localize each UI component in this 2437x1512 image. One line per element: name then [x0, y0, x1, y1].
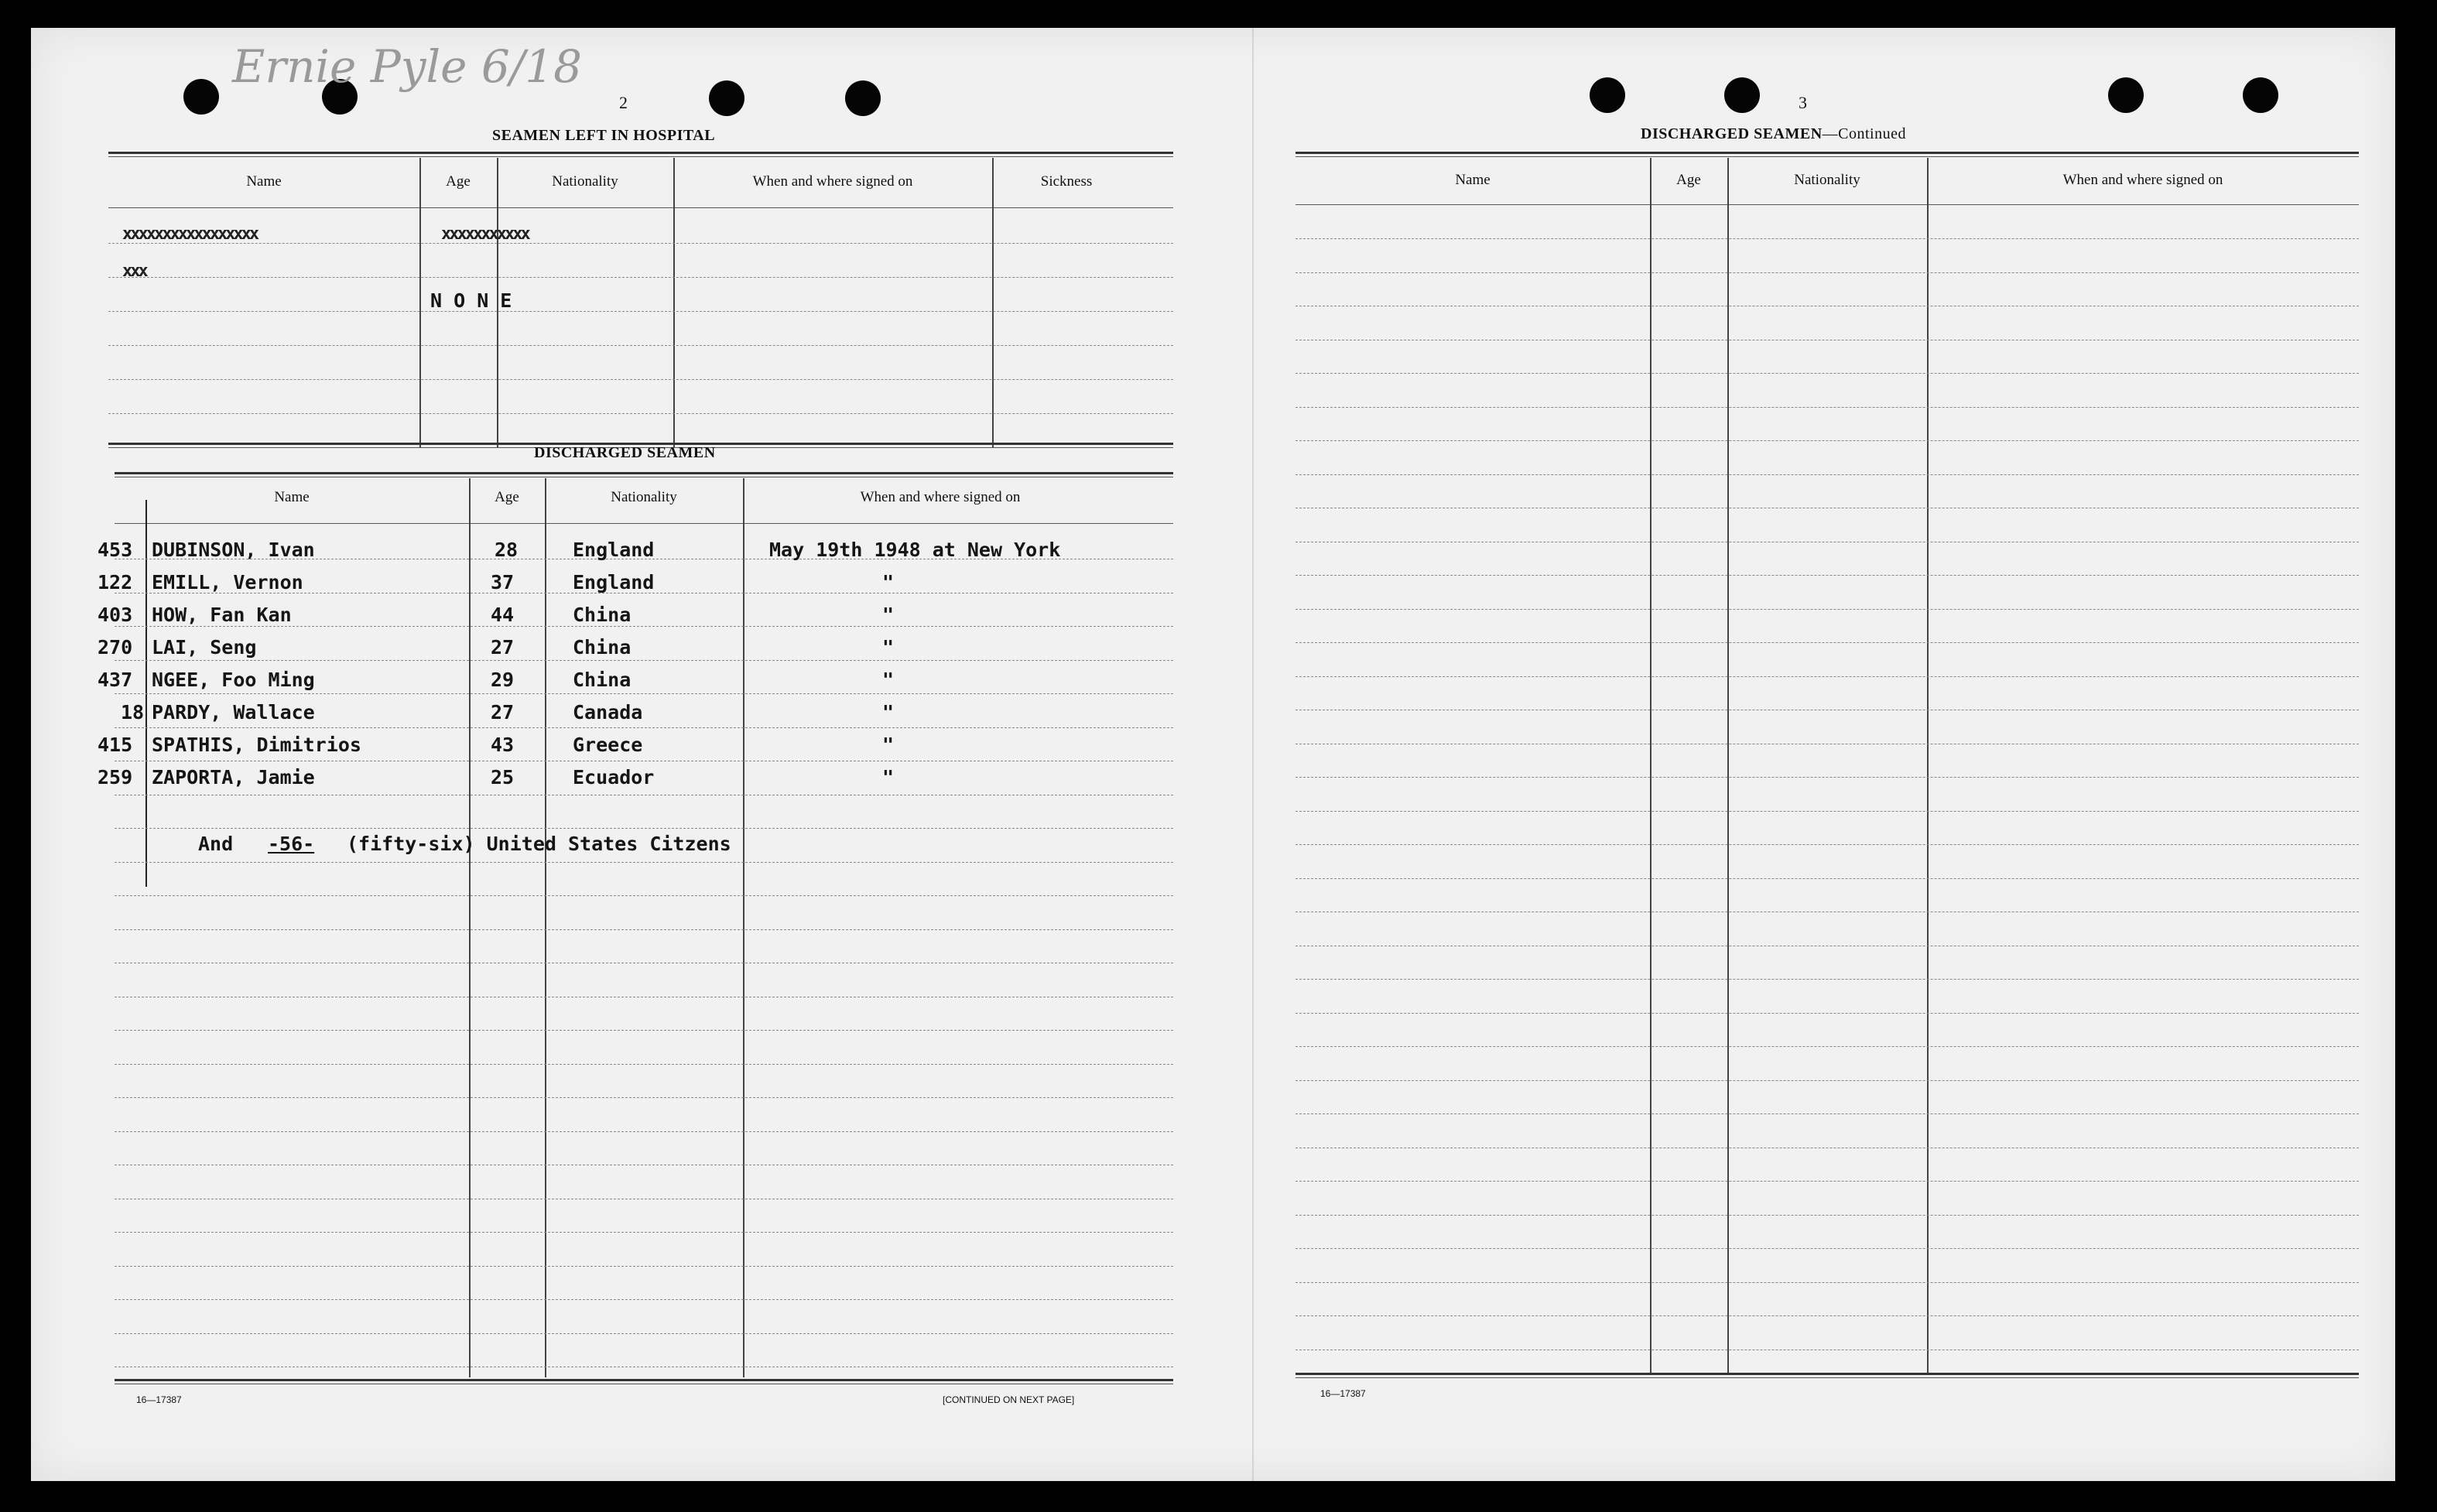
right-title-main: DISCHARGED SEAMEN: [1641, 125, 1823, 142]
hospital-col-age: Age: [446, 173, 471, 190]
discharged-col-signed: When and where signed on: [860, 489, 1021, 505]
punch-hole: [2108, 77, 2144, 113]
row-nationality: England: [573, 571, 655, 594]
discharged-divider: [743, 478, 744, 1377]
ruled-line: [1296, 1113, 2359, 1114]
punch-hole: [1590, 77, 1625, 113]
ruled-line: [1296, 440, 2359, 441]
ruled-line: [1296, 474, 2359, 475]
summary-count: -56-: [268, 833, 315, 855]
row-number: 270: [98, 636, 133, 659]
ruled-line: [1296, 979, 2359, 980]
hospital-col-name: Name: [246, 173, 282, 190]
ruled-line: [108, 311, 1173, 312]
row-signed: May 19th 1948 at New York: [769, 539, 1061, 561]
row-name: LAI, Seng: [152, 636, 257, 659]
right-col-name: Name: [1455, 172, 1491, 188]
ruled-line: [1296, 1315, 2359, 1316]
row-number: 403: [98, 604, 133, 626]
left-form-number: 16—17387: [136, 1394, 182, 1405]
ruled-line: [1296, 272, 2359, 273]
ruled-line: [1296, 676, 2359, 677]
ruled-line: [1296, 1080, 2359, 1081]
hospital-col-signed: When and where signed on: [752, 173, 913, 190]
row-name: ZAPORTA, Jamie: [152, 766, 315, 788]
row-signed: ": [882, 636, 895, 659]
discharged-col-nationality: Nationality: [611, 489, 677, 505]
hospital-divider: [419, 158, 421, 447]
row-number: 122: [98, 571, 133, 594]
hospital-col-sickness: Sickness: [1040, 173, 1093, 190]
discharged-divider: [469, 478, 471, 1377]
right-col-nationality: Nationality: [1794, 172, 1860, 188]
ruled-line: [108, 345, 1173, 346]
row-number: 437: [98, 669, 133, 691]
ruled-line: [108, 379, 1173, 380]
ruled-line: [115, 862, 1173, 863]
ruled-line: [1296, 844, 2359, 845]
punch-hole: [845, 80, 881, 116]
row-nationality: Greece: [573, 734, 643, 756]
row-signed: ": [882, 571, 895, 594]
ruled-line: [1296, 1248, 2359, 1249]
summary-prefix: And: [198, 833, 234, 855]
row-name: NGEE, Foo Ming: [152, 669, 315, 691]
ruled-line: [1296, 1013, 2359, 1014]
punch-hole: [709, 80, 744, 116]
struck-name-2: xxx: [122, 262, 146, 281]
hospital-col-nationality: Nationality: [552, 173, 618, 190]
row-age: 27: [491, 636, 515, 659]
ruled-line: [1296, 238, 2359, 239]
rule: [115, 472, 1173, 474]
row-nationality: China: [573, 636, 631, 659]
right-page-number: 3: [1799, 93, 1807, 112]
rule: [108, 152, 1173, 154]
ruled-line: [1296, 811, 2359, 812]
ruled-line: [115, 828, 1173, 829]
ruled-line: [1296, 575, 2359, 576]
hospital-section-title: SEAMEN LEFT IN HOSPITAL: [492, 127, 716, 144]
rule: [1296, 152, 2359, 154]
right-form-number: 16—17387: [1320, 1388, 1366, 1399]
ruled-line: [115, 1333, 1173, 1334]
rule: [108, 156, 1173, 157]
ruled-line: [1296, 1181, 2359, 1182]
right-divider: [1727, 158, 1729, 1373]
row-signed: ": [882, 669, 895, 691]
row-nationality: China: [573, 669, 631, 691]
row-number: 415: [98, 734, 133, 756]
discharged-col-name: Name: [274, 489, 310, 505]
ruled-line: [115, 1097, 1173, 1098]
ruled-line: [1296, 1215, 2359, 1216]
row-age: 43: [491, 734, 515, 756]
row-nationality: Ecuador: [573, 766, 655, 788]
ruled-line: [115, 660, 1173, 661]
row-signed: ": [882, 701, 895, 724]
row-signed: ": [882, 604, 895, 626]
left-page-number: 2: [619, 93, 628, 112]
right-title-suffix: —Continued: [1822, 125, 1906, 142]
document-sheet: [31, 28, 2395, 1481]
ruled-line: [115, 895, 1173, 896]
ruled-line: [115, 1266, 1173, 1267]
ruled-line: [115, 1064, 1173, 1065]
rule: [115, 523, 1173, 524]
row-name: SPATHIS, Dimitrios: [152, 734, 361, 756]
row-age: 27: [491, 701, 515, 724]
ruled-line: [1296, 878, 2359, 879]
ruled-line: [1296, 1282, 2359, 1283]
row-age: 29: [491, 669, 515, 691]
ruled-line: [115, 929, 1173, 930]
punch-hole: [1724, 77, 1760, 113]
row-number: 453: [98, 539, 133, 561]
ruled-line: [115, 727, 1173, 728]
ruled-line: [1296, 407, 2359, 408]
rule: [1296, 1373, 2359, 1375]
ruled-line: [1296, 373, 2359, 374]
row-number: 18: [121, 701, 145, 724]
row-name: HOW, Fan Kan: [152, 604, 292, 626]
hospital-divider: [992, 158, 994, 447]
ruled-line: [1296, 642, 2359, 643]
struck-name: xxxxxxxxxxxxxxxxx: [122, 224, 258, 244]
row-signed: ": [882, 734, 895, 756]
right-page-title: [1641, 125, 1906, 143]
rule: [1296, 1377, 2359, 1378]
punch-hole: [183, 79, 219, 115]
right-col-age: Age: [1676, 172, 1701, 188]
row-age: 25: [491, 766, 515, 788]
ruled-line: [108, 277, 1173, 278]
ruled-line: [115, 1232, 1173, 1233]
right-col-signed: When and where signed on: [2062, 172, 2223, 188]
ruled-line: [1296, 777, 2359, 778]
row-name: EMILL, Vernon: [152, 571, 303, 594]
ruled-line: [108, 413, 1173, 414]
row-name: DUBINSON, Ivan: [152, 539, 315, 561]
ruled-line: [1296, 609, 2359, 610]
ruled-line: [115, 626, 1173, 627]
ruled-line: [115, 1030, 1173, 1031]
right-divider: [1650, 158, 1651, 1373]
handwritten-note: Ernie Pyle 6/18: [232, 40, 583, 93]
row-nationality: England: [573, 539, 655, 561]
ruled-line: [115, 1299, 1173, 1300]
row-number: 259: [98, 766, 133, 788]
ruled-line: [108, 243, 1173, 244]
row-age: 37: [491, 571, 515, 594]
right-divider: [1927, 158, 1929, 1373]
ruled-line: [1296, 1046, 2359, 1047]
row-signed: ": [882, 766, 895, 788]
row-name: PARDY, Wallace: [152, 701, 315, 724]
ruled-line: [115, 693, 1173, 694]
hospital-entry-none: N O N E: [430, 289, 512, 312]
rule: [108, 207, 1173, 208]
row-nationality: Canada: [573, 701, 643, 724]
discharged-col-age: Age: [495, 489, 519, 505]
row-age: 44: [491, 604, 515, 626]
hospital-divider: [673, 158, 675, 447]
struck-nationality: xxxxxxxxxxx: [441, 224, 529, 244]
punch-hole: [2243, 77, 2278, 113]
row-age: 28: [494, 539, 519, 561]
ruled-line: [115, 1131, 1173, 1132]
rule: [1296, 204, 2359, 205]
continued-note: [CONTINUED ON NEXT PAGE]: [943, 1394, 1075, 1405]
summary-rest: (fifty-six) United States Citzens: [347, 833, 731, 855]
page-fold: [1252, 28, 1254, 1481]
rule: [1296, 156, 2359, 157]
row-nationality: China: [573, 604, 631, 626]
discharged-section-title: DISCHARGED SEAMEN: [534, 444, 716, 461]
rule: [115, 1379, 1173, 1381]
discharged-divider: [545, 478, 546, 1377]
